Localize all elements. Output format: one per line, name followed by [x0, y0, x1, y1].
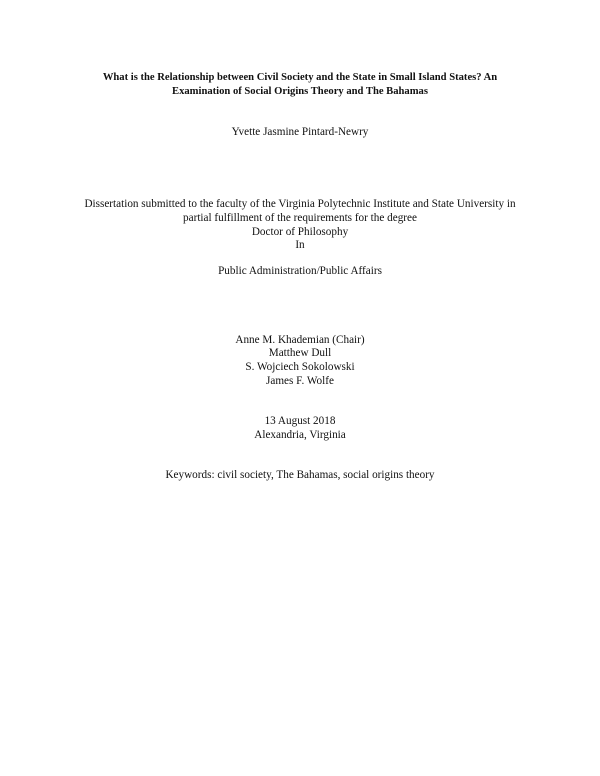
- committee-member: Matthew Dull: [268, 347, 332, 359]
- submission-line-2: partial fulfillment of the requirements for the degree: [183, 212, 417, 224]
- submission-date: 13 August 2018: [264, 415, 336, 427]
- title-line-2: Examination of Social Origins Theory and The Bahamas: [172, 86, 428, 97]
- submission-location: Alexandria, Virginia: [254, 429, 346, 441]
- title-line-1: What is the Relationship between Civil Society and the State in Small Island States? An: [102, 72, 498, 83]
- author-name: Yvette Jasmine Pintard-Newry: [231, 126, 369, 138]
- committee-member-chair: Anne M. Khademian (Chair): [235, 334, 365, 346]
- keywords: Keywords: civil society, The Bahamas, social origins theory: [165, 469, 435, 481]
- degree-name: Doctor of Philosophy: [251, 226, 349, 238]
- submission-in: In: [295, 239, 305, 251]
- submission-line-1: Dissertation submitted to the faculty of the Virginia Polytechnic Institute and State University in: [84, 198, 516, 210]
- committee-member: S. Wojciech Sokolowski: [245, 361, 355, 373]
- committee-member: James F. Wolfe: [266, 375, 334, 387]
- field-of-study: Public Administration/Public Affairs: [218, 265, 382, 277]
